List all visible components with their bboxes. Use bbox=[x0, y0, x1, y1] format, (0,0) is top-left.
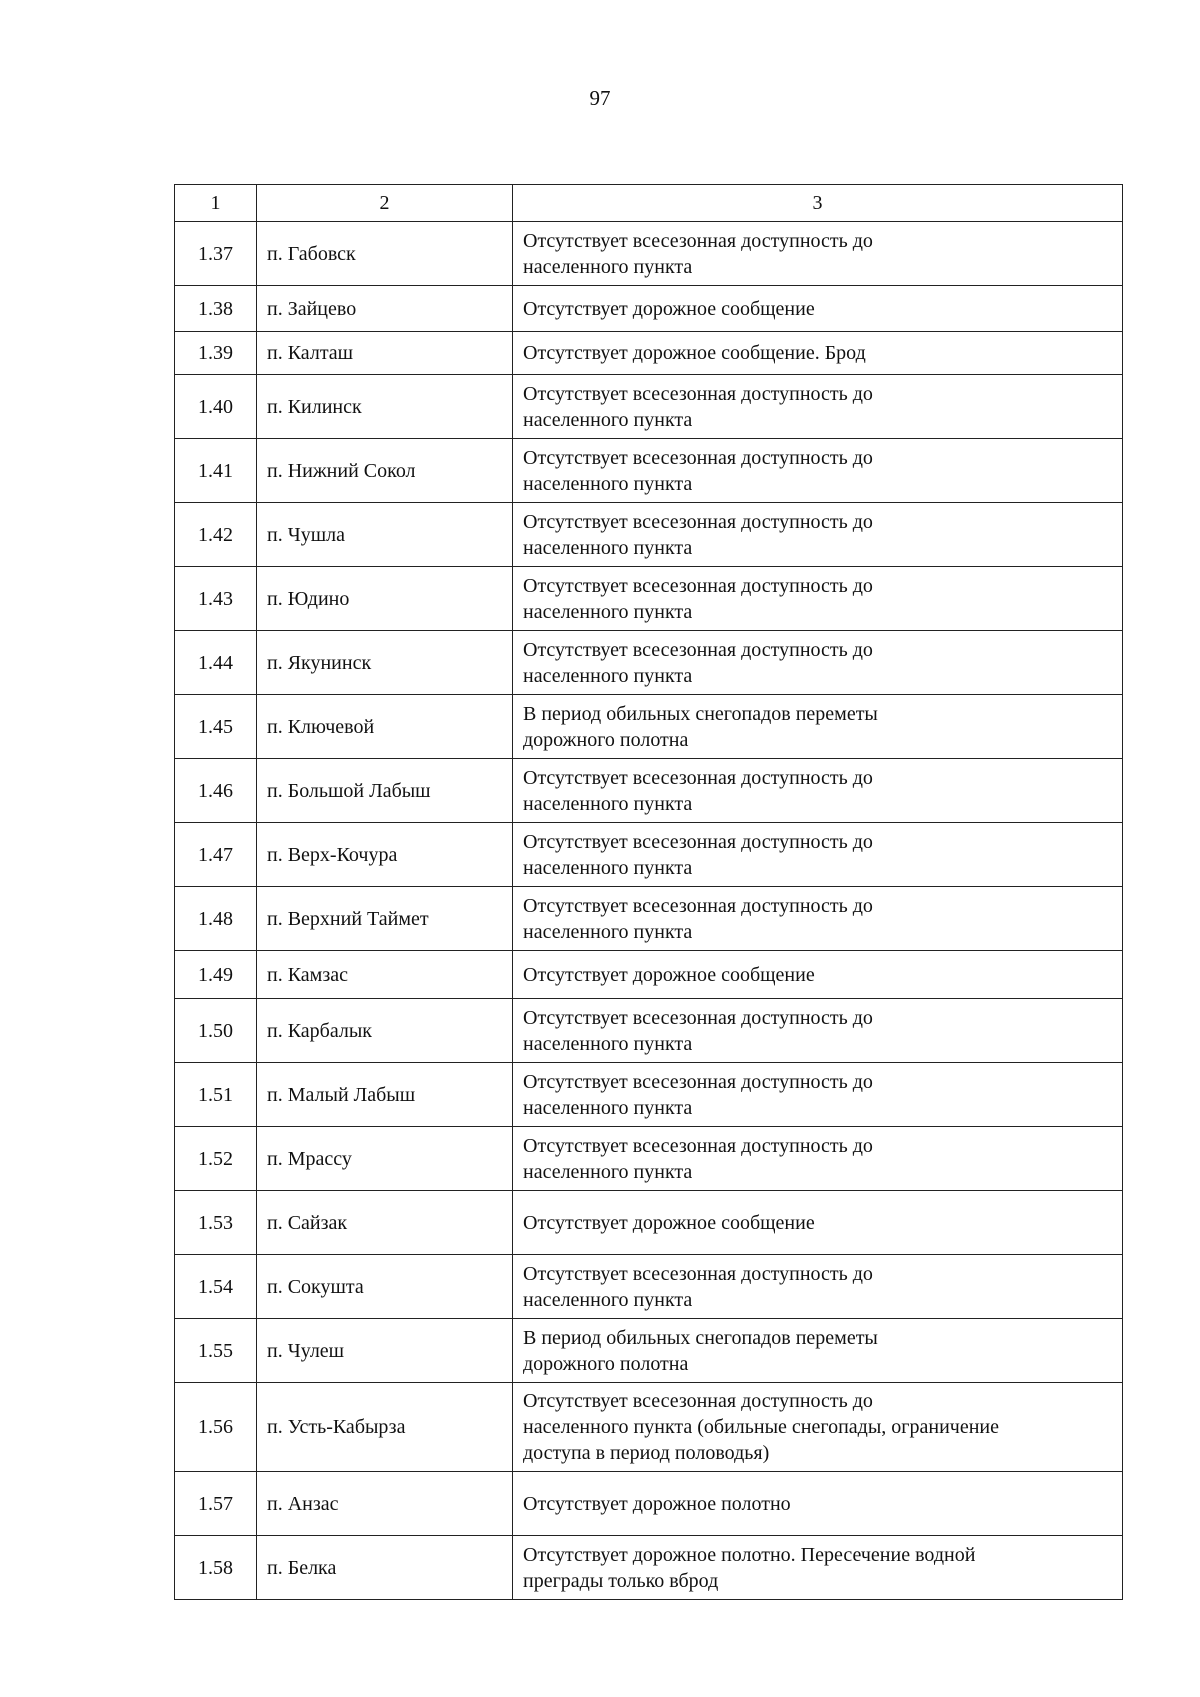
settlement-name-cell: п. Зайцево bbox=[257, 286, 513, 332]
table-row bbox=[175, 222, 1123, 286]
accessibility-description-cell: В период обильных снегопадов переметы дорожного полотна bbox=[513, 695, 1123, 759]
settlement-name-cell: п. Сокушта bbox=[257, 1255, 513, 1319]
row-number-cell: 1.41 bbox=[175, 439, 257, 503]
settlement-name-cell: п. Якунинск bbox=[257, 631, 513, 695]
table-row bbox=[175, 567, 1123, 631]
row-number-cell: 1.54 bbox=[175, 1255, 257, 1319]
accessibility-description-cell: Отсутствует всесезонная доступность до населенного пункта bbox=[513, 1127, 1123, 1191]
row-number-cell: 1.55 bbox=[175, 1319, 257, 1383]
accessibility-description-cell: Отсутствует всесезонная доступность до населенного пункта bbox=[513, 1063, 1123, 1127]
table-row bbox=[175, 695, 1123, 759]
settlement-name-cell: п. Калташ bbox=[257, 332, 513, 375]
accessibility-description-cell: Отсутствует всесезонная доступность до населенного пункта bbox=[513, 375, 1123, 439]
row-number-cell: 1.39 bbox=[175, 332, 257, 375]
table-row bbox=[175, 999, 1123, 1063]
table-body bbox=[175, 185, 1123, 1600]
settlement-name-cell: п. Большой Лабыш bbox=[257, 759, 513, 823]
row-number-cell: 1.50 bbox=[175, 999, 257, 1063]
accessibility-description-cell: Отсутствует всесезонная доступность до населенного пункта bbox=[513, 759, 1123, 823]
table-header-row bbox=[175, 185, 1123, 222]
settlement-name-cell: п. Верх-Кочура bbox=[257, 823, 513, 887]
row-number-cell: 1.43 bbox=[175, 567, 257, 631]
row-number-cell: 1.44 bbox=[175, 631, 257, 695]
table-row bbox=[175, 823, 1123, 887]
row-number-cell: 1.38 bbox=[175, 286, 257, 332]
row-number-cell: 1.40 bbox=[175, 375, 257, 439]
row-number-cell: 1.56 bbox=[175, 1383, 257, 1472]
table-row bbox=[175, 887, 1123, 951]
row-number-cell: 1.49 bbox=[175, 951, 257, 999]
accessibility-description-cell: Отсутствует всесезонная доступность до населенного пункта bbox=[513, 1255, 1123, 1319]
table-row bbox=[175, 332, 1123, 375]
settlement-name-cell: п. Карбалык bbox=[257, 999, 513, 1063]
column-header-number: 1 bbox=[175, 185, 257, 222]
table-row bbox=[175, 286, 1123, 332]
table-row bbox=[175, 1063, 1123, 1127]
accessibility-description-cell: Отсутствует дорожное сообщение bbox=[513, 286, 1123, 332]
settlement-name-cell: п. Чулеш bbox=[257, 1319, 513, 1383]
table-row bbox=[175, 631, 1123, 695]
row-number-cell: 1.45 bbox=[175, 695, 257, 759]
settlement-name-cell: п. Камзас bbox=[257, 951, 513, 999]
accessibility-description-cell: Отсутствует дорожное сообщение bbox=[513, 1191, 1123, 1255]
accessibility-description-cell: Отсутствует всесезонная доступность до населенного пункта bbox=[513, 503, 1123, 567]
table-row bbox=[175, 503, 1123, 567]
settlement-name-cell: п. Габовск bbox=[257, 222, 513, 286]
accessibility-description-cell: Отсутствует всесезонная доступность до населенного пункта bbox=[513, 222, 1123, 286]
accessibility-description-cell: Отсутствует всесезонная доступность до населенного пункта bbox=[513, 999, 1123, 1063]
accessibility-description-cell: В период обильных снегопадов переметы дорожного полотна bbox=[513, 1319, 1123, 1383]
settlement-name-cell: п. Ключевой bbox=[257, 695, 513, 759]
settlement-name-cell: п. Усть-Кабырза bbox=[257, 1383, 513, 1472]
accessibility-description-cell: Отсутствует дорожное полотно bbox=[513, 1472, 1123, 1536]
settlement-name-cell: п. Чушла bbox=[257, 503, 513, 567]
table-row bbox=[175, 951, 1123, 999]
row-number-cell: 1.57 bbox=[175, 1472, 257, 1536]
accessibility-description-cell: Отсутствует всесезонная доступность до населенного пункта bbox=[513, 439, 1123, 503]
table-row bbox=[175, 1127, 1123, 1191]
row-number-cell: 1.52 bbox=[175, 1127, 257, 1191]
table-row bbox=[175, 1472, 1123, 1536]
settlement-name-cell: п. Юдино bbox=[257, 567, 513, 631]
table-row bbox=[175, 1536, 1123, 1600]
row-number-cell: 1.47 bbox=[175, 823, 257, 887]
table-row bbox=[175, 1383, 1123, 1472]
settlement-name-cell: п. Анзас bbox=[257, 1472, 513, 1536]
accessibility-description-cell: Отсутствует всесезонная доступность до населенного пункта bbox=[513, 567, 1123, 631]
column-header-description: 3 bbox=[513, 185, 1123, 222]
settlement-name-cell: п. Верхний Таймет bbox=[257, 887, 513, 951]
settlement-name-cell: п. Белка bbox=[257, 1536, 513, 1600]
settlement-name-cell: п. Сайзак bbox=[257, 1191, 513, 1255]
accessibility-description-cell: Отсутствует дорожное сообщение bbox=[513, 951, 1123, 999]
row-number-cell: 1.51 bbox=[175, 1063, 257, 1127]
page-number: 97 bbox=[589, 86, 611, 110]
settlement-name-cell: п. Малый Лабыш bbox=[257, 1063, 513, 1127]
row-number-cell: 1.42 bbox=[175, 503, 257, 567]
table-row bbox=[175, 1319, 1123, 1383]
row-number-cell: 1.58 bbox=[175, 1536, 257, 1600]
accessibility-description-cell: Отсутствует всесезонная доступность до населенного пункта bbox=[513, 887, 1123, 951]
row-number-cell: 1.37 bbox=[175, 222, 257, 286]
accessibility-description-cell: Отсутствует всесезонная доступность до населенного пункта (обильные снегопады, ограничение доступа в период половодья) bbox=[513, 1383, 1123, 1472]
accessibility-description-cell: Отсутствует всесезонная доступность до населенного пункта bbox=[513, 823, 1123, 887]
table-row bbox=[175, 1255, 1123, 1319]
table-row bbox=[175, 759, 1123, 823]
table-row bbox=[175, 375, 1123, 439]
column-header-place: 2 bbox=[257, 185, 513, 222]
accessibility-description-cell: Отсутствует дорожное сообщение. Брод bbox=[513, 332, 1123, 375]
settlement-name-cell: п. Нижний Сокол bbox=[257, 439, 513, 503]
table-row bbox=[175, 1191, 1123, 1255]
settlement-name-cell: п. Мрассу bbox=[257, 1127, 513, 1191]
row-number-cell: 1.46 bbox=[175, 759, 257, 823]
accessibility-description-cell: Отсутствует дорожное полотно. Пересечение водной преграды только вброд bbox=[513, 1536, 1123, 1600]
settlement-name-cell: п. Килинск bbox=[257, 375, 513, 439]
accessibility-table bbox=[174, 184, 1123, 1600]
table-row bbox=[175, 439, 1123, 503]
row-number-cell: 1.48 bbox=[175, 887, 257, 951]
accessibility-description-cell: Отсутствует всесезонная доступность до населенного пункта bbox=[513, 631, 1123, 695]
row-number-cell: 1.53 bbox=[175, 1191, 257, 1255]
